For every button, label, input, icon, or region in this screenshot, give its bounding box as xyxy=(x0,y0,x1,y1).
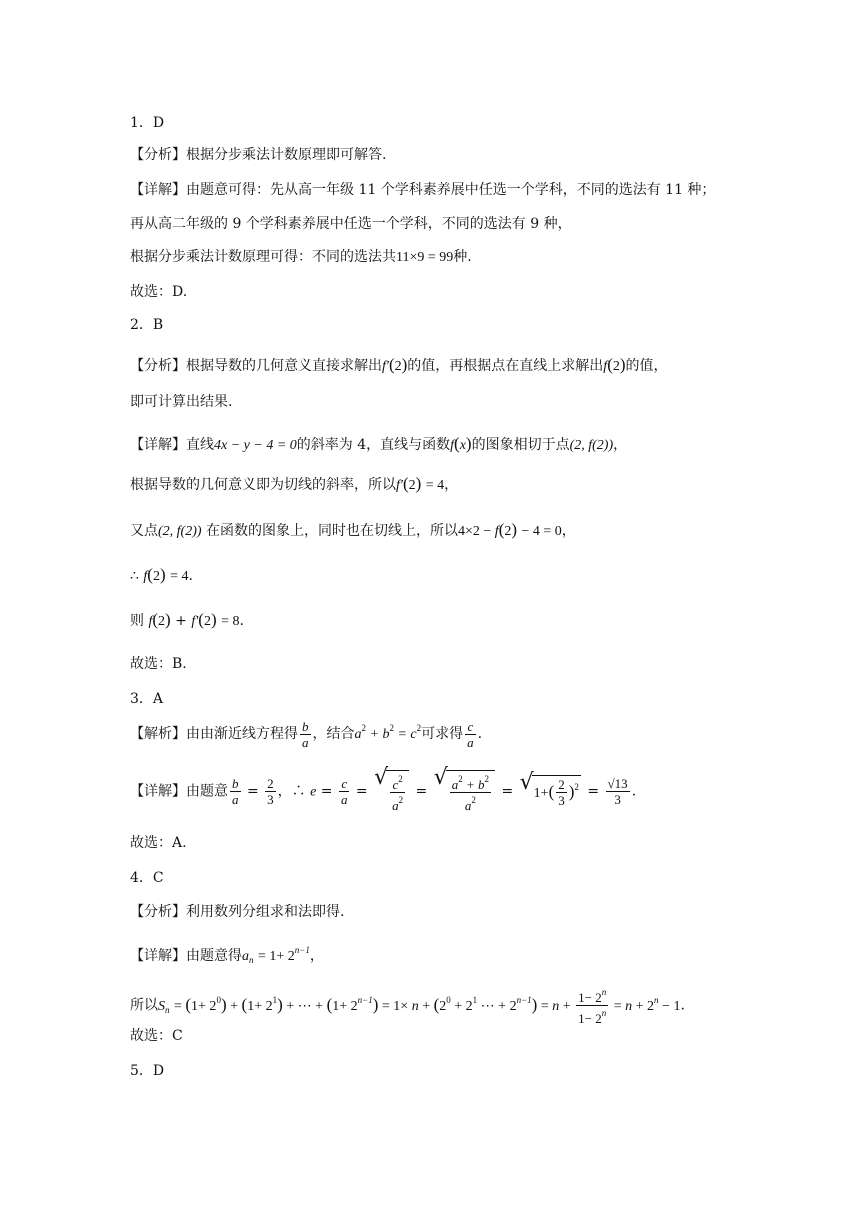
q3-detail: 【详解】由题意 $\frac{b}{a}$ = $\frac{2}{3}$ ，∴ e = $\frac{c}{a}$ = √ $\frac{c^2}{a^2}$ = √ $\frac{a^2 + b^2}{a^2}$ = √ 1+( $\frac{2}{3}$ )$^2$ = $\frac{√13}{3}$ . xyxy=(130,770,636,813)
q3-number: 3．A xyxy=(130,691,164,707)
q2-number: 2．B xyxy=(130,317,164,333)
q1-analysis: 【分析】根据分步乘法计数原理即可解答. xyxy=(130,147,387,163)
q3-answer: 故选：A. xyxy=(130,835,187,851)
q1-detail-2: 再从高二年级的 9 个学科素养展中任选一个学科，不同的选法有 9 种， xyxy=(130,216,572,232)
q5-number: 5．D xyxy=(130,1063,165,1079)
q2-detail-2: 根据导数的几何意义即为切线的斜率，所以f′(2) = 4， xyxy=(130,474,459,493)
q4-detail-2: 所以$S_n = (1+ 2^0) + (1+ 2^1)$ + ⋯ + $(1+ 2^{n-1}) = 1\times n + (2^0 + 2^1$ ⋯ + $2^{n-1}) = n$ + $\frac{1- 2^n}{1- 2^n}$ = $n + 2^n - 1$. xyxy=(130,987,685,1026)
q2-detail-5: 则 f(2) + f′(2) = 8. xyxy=(130,610,244,629)
q2-analysis: 【分析】根据导数的几何意义直接求解出f′(2)的值，再根据点在直线上求解出f(2)的值， xyxy=(130,355,668,374)
q2-detail-3: 又点(2, f(2)) 在函数的图象上，同时也在切线上，所以4×2 − f(2) − 4 = 0， xyxy=(130,520,576,539)
q2-analysis-2: 即可计算出结果. xyxy=(130,394,233,410)
q4-detail: 【详解】由题意得$a_n = 1+ 2^{n-1}$， xyxy=(130,945,324,965)
formula-f-2: f(2) xyxy=(603,355,626,374)
q1-number: 1．D xyxy=(130,115,165,131)
q2-detail-4: ∴ f(2) = 4. xyxy=(130,565,193,584)
q1-detail-3: 根据分步乘法计数原理可得：不同的选法共11×9 = 99种. xyxy=(130,249,472,265)
q2-detail-1: 【详解】直线4x − y − 4 = 0的斜率为 4，直线与函数f(x)的图象相切于点(2, f(2))， xyxy=(130,434,628,453)
q1-detail-1: 【详解】由题意可得：先从高一年级 11 个学科素养展中任选一个学科，不同的选法有 11 种； xyxy=(130,182,716,198)
formula-f-prime-2: f′(2) xyxy=(382,355,408,374)
q4-number: 4．C xyxy=(130,870,164,886)
q4-answer: 故选：C xyxy=(130,1028,183,1044)
q2-answer: 故选：B. xyxy=(130,656,187,672)
q4-analysis: 【分析】利用数列分组求和法即得. xyxy=(130,904,345,920)
q1-answer: 故选：D. xyxy=(130,284,188,300)
q3-analysis: 【解析】由由渐近线方程得 $\frac{b}{a}$ ，结合$a^2 + b^2 = c^2$可求得 $\frac{c}{a}$ . xyxy=(130,718,483,750)
